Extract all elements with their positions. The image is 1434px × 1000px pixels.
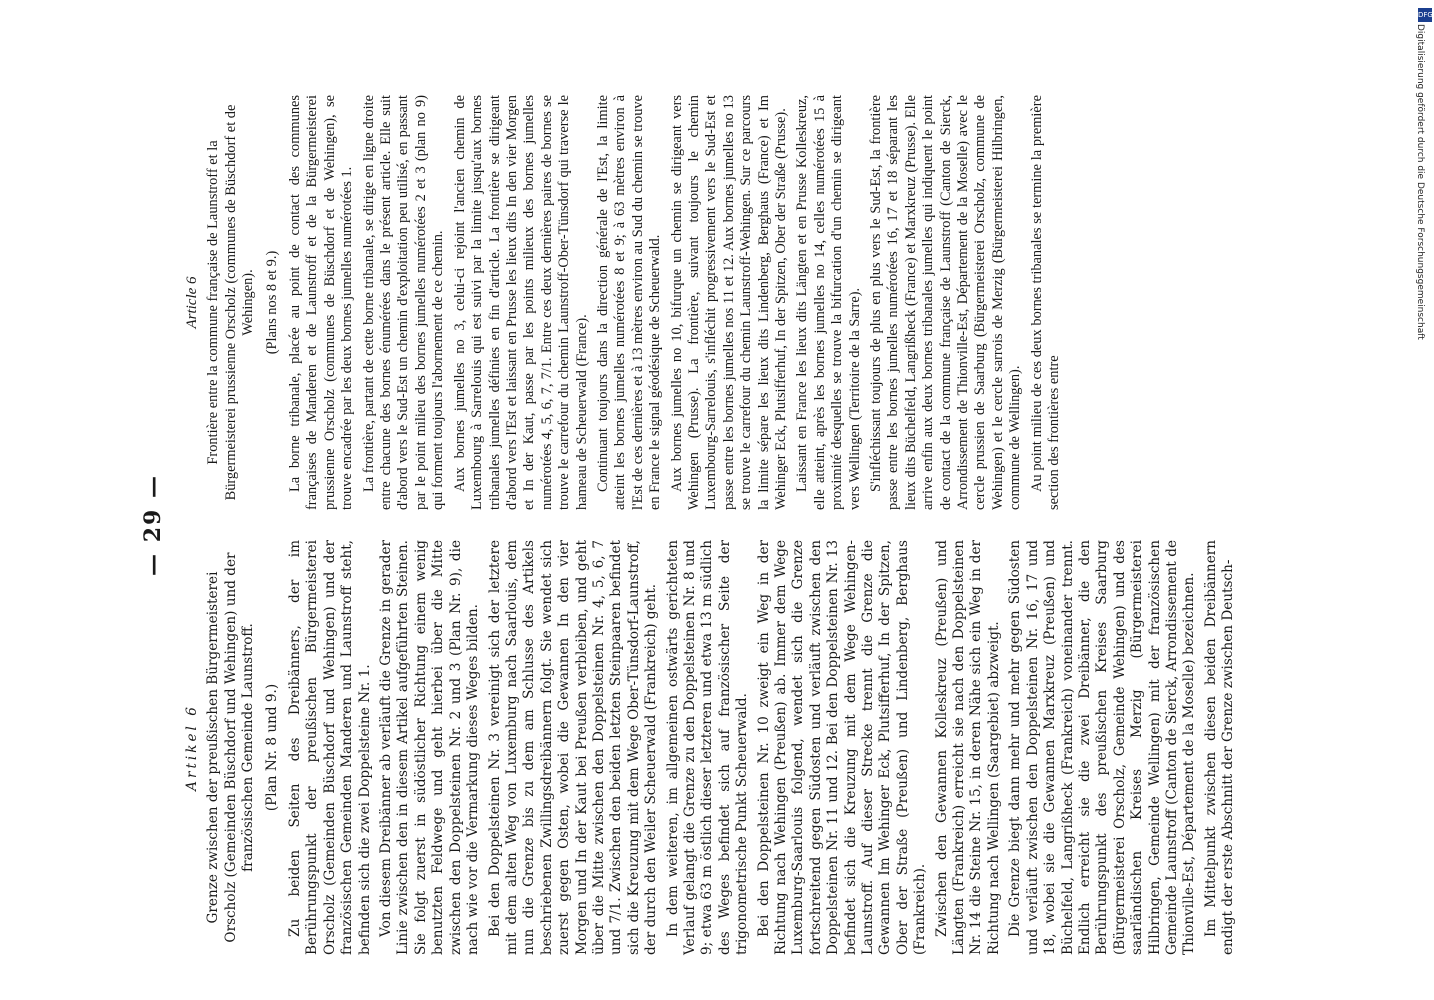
german-paragraph: Bei den Doppelsteinen Nr. 10 zweigt ein Weg in der Richtung nach Wehingen (Preußen) ab. Immer dem Wege Luxemburg-Saarlouis folgend, wendet sich die Grenze fortschreitend gegen Südosten und verläuft zwischen den Doppelsteinen Nr. 11 und 12. Bei den Doppelsteinen Nr. 13 befindet sich die Kreuzung mit dem Wege Wehingen-Launstroff. Auf dieser Strecke trennt die Grenze die Gewannen Im Wehinger Eck, Plutsifferhuf, In der Spitzen, Ober der Straße (Preußen) und Lindenberg, Berghaus (Frankreich).: [755, 540, 929, 955]
french-column: [184, 95, 1068, 510]
german-column: [184, 540, 1242, 955]
german-plans: (Plan Nr. 8 und 9.): [263, 683, 280, 812]
rotated-document-page: [140, 95, 1300, 955]
german-article-title: Artikel 6: [184, 704, 200, 791]
german-paragraph: Von diesem Dreibänner ab verläuft die Grenze in gerader Linie zwischen den in diesem Artikel aufgeführten Steinen. Sie folgt zuerst in südöstlicher Richtung einem wenig benutzten Feldwege und geht hierbei über die Mitte zwischen den Doppelsteinen Nr. 2 und 3 (Plan Nr. 9), die nach wie vor die Vermarkung dieses Weges bilden.: [378, 540, 482, 955]
french-paragraph: Aux bornes jumelles no 3, celui-ci rejoint l'ancien chemin de Luxembourg à Sarrelouis qui est suivi par la limite jusqu'aux bornes tribanales jumelles définies en fin d'article. La frontière se dirigeant d'abord vers l'Est et laissant en Prusse les lieux dits In den vier Morgen et In der Kaut, passe par les points milieux des bornes jumelles numérotées 4, 5, 6, 7, 7/1. Entre ces deux dernières paires de bornes se trouve le carrefour du chemin Launstroff-Ober-Tünsdorf qui traverse le hameau de Scheuerwald (France).: [451, 95, 590, 510]
french-paragraph: Aux bornes jumelles no 10, bifurque un chemin se dirigeant vers Wehingen (Prusse). La frontière, suivant toujours le chemin Luxembourg-Sarrelouis, s'infléchit progressivement vers le Sud-Est et passe entre les bornes jumelles nos 11 et 12. Aux bornes jumelles no 13 se trouve le carrefour du chemin Launstroff-Wehingen. Sur ce parcours la limite sépare les lieux dits Lindenberg, Berghaus (France) et Im Wehinger Eck, Plutsifferhuf, In der Spitzen, Ober der Straße (Prusse).: [668, 95, 789, 510]
german-paragraph: In dem weiteren, im allgemeinen ostwärts gerichteten Verlauf gelangt die Grenze zu den Doppelsteinen Nr. 8 und 9; etwa 63 m östlich dieser letzteren und etwa 13 m südlich des Weges befindet sich auf französischer Seite der trigonometrische Punkt Scheuerwald.: [664, 540, 751, 955]
french-heading: Frontière entre la commune française de Launstroff et la Bürgermeisterei prussienne Orscholz (communes de Büschdorf et de Wehingen).: [205, 104, 257, 501]
french-paragraph: Continuant toujours dans la direction générale de l'Est, la limite atteint les bornes jumelles numérotées 8 et 9; à 63 mètres environ à l'Est de ces dernières et à 13 mètres environ au Sud du chemin se trouve en France le signal géodésique de Scheuerwald.: [594, 95, 664, 510]
french-paragraph: La frontière, partant de cette borne tribanale, se dirige en ligne droite entre chacune des bornes énumérées dans le présent article. Elle suit d'abord vers le Sud-Est un chemin d'exploitation peu utilisé, en passant par le point milieu des bornes jumelles numérotées 2 et 3 (plan no 9) qui forment toujours l'abornement de ce chemin.: [360, 95, 447, 510]
french-paragraph: La borne tribanale, placée au point de contact des communes françaises de Manderen et de Launstroff et de la Bürgermeisterei prussienne Orscholz (communes de Büschdorf et de Wehingen), se trouve encadrée par les deux bornes jumelles numérotées 1.: [287, 95, 356, 510]
french-plans: (Plans nos 8 et 9.): [263, 250, 280, 355]
german-paragraph: Zu beiden Seiten des Dreibänners, der im Berührungspunkt der preußischen Bürgermeisterei Orscholz (Gemeinden Büschdorf und Wehingen) und der französischen Gemeinden Manderen und Launstroff steht, befinden sich die zwei Doppelsteine Nr. 1.: [287, 540, 373, 955]
page-number: — 29 —: [140, 474, 166, 576]
dfg-logo-badge: DFG: [1418, 8, 1432, 22]
german-paragraph: Die Grenze biegt dann mehr und mehr gegen Südosten und verläuft zwischen den Doppelsteinen Nr. 16, 17 und 18, wobei sie die Gewannen Marxkreuz (Preußen) und Büchelfeld, Langrißheck (Frankreich) voneinander trennt. Endlich erreicht sie die zwei Dreibänner, die den Berührungspunkt des preußischen Kreises Saarburg (Bürgermeisterei Orscholz, Gemeinde Wehingen) und des saarländischen Kreises Merzig (Bürgermeisterei Hilbringen, Gemeinde Wellingen) mit der französischen Gemeinde Launstroff (Canton de Sierck, Arrondissement de Thionville-Est, Département de la Moselle) bezeichnen.: [1007, 540, 1198, 955]
french-paragraph: S'infléchissant toujours de plus en plus vers le Sud-Est, la frontière passe entre les bornes jumelles numérotées 16, 17 et 18 séparant les lieux dits Büchelfeld, Langrißheck (France) et Marxkreuz (Prusse). Elle arrive enfin aux deux bornes tribanales jumelles qui indiquent le point de contact de la commune française de Launstroff (Canton de Sierck, Arrondissement de Thionville-Est, Département de la Moselle) avec le cercle prussien de Saarburg (Bürgermeisterei Orscholz, commune de Wehingen) et le cercle sarrois de Merzig (Bürgermeisterei Hilbringen, commune de Wellingen).: [868, 95, 1024, 510]
german-paragraph: Zwischen den Gewannen Kolleskreuz (Preußen) und Längten (Frankreich) erreicht sie nach den Doppelsteinen Nr. 14 die Steine Nr. 15, in deren Nähe sich ein Weg in der Richtung nach Wellingen (Saargebiet) abzweigt.: [933, 540, 1002, 955]
german-heading: Grenze zwischen der preußischen Bürgermeisterei Orscholz (Gemeinden Büschdorf und Wehingen) und der französischen Gemeinde Launstroff.: [205, 552, 257, 943]
french-paragraph: Laissant en France les lieux dits Längten et en Prusse Kolleskreuz, elle atteint, après les bornes jumelles no 14, celles numérotées 15 à proximité desquelles se trouve la bifurcation d'un chemin se dirigeant vers Wellingen (Territoire de la Sarre).: [794, 95, 863, 510]
german-paragraph: Bei den Doppelsteinen Nr. 3 vereinigt sich der letztere mit dem alten Weg von Luxemburg nach Saarlouis, dem nun die Grenze bis zu dem am Schlusse des Artikels beschriebenen Zwillingsdreibännern folgt. Sie wendet sich zuerst gegen Osten, wobei die Gewannen In den vier Morgen und In der Kaut bei Preußen verbleiben, und geht über die Mitte zwischen den Doppelsteinen Nr. 4, 5, 6, 7 und 7/1. Zwischen den beiden letzten Steinpaaren befindet sich die Kreuzung mit dem Wege Ober-Tünsdorf-Launstroff, der durch den Weiler Scheuerwald (Frankreich) geht.: [486, 540, 660, 955]
digitization-notice: Digitalisierung gefördert durch die Deutsche Forschungsgemeinschaft: [1415, 24, 1425, 340]
french-paragraph: Au point milieu de ces deux bornes tribanales se termine la première section des frontières entre: [1028, 95, 1063, 510]
french-article-title: Article 6: [184, 276, 200, 329]
german-paragraph: Im Mittelpunkt zwischen diesen beiden Dreibännern endigt der erste Abschnitt der Grenze zwischen Deutsch-: [1202, 540, 1237, 955]
